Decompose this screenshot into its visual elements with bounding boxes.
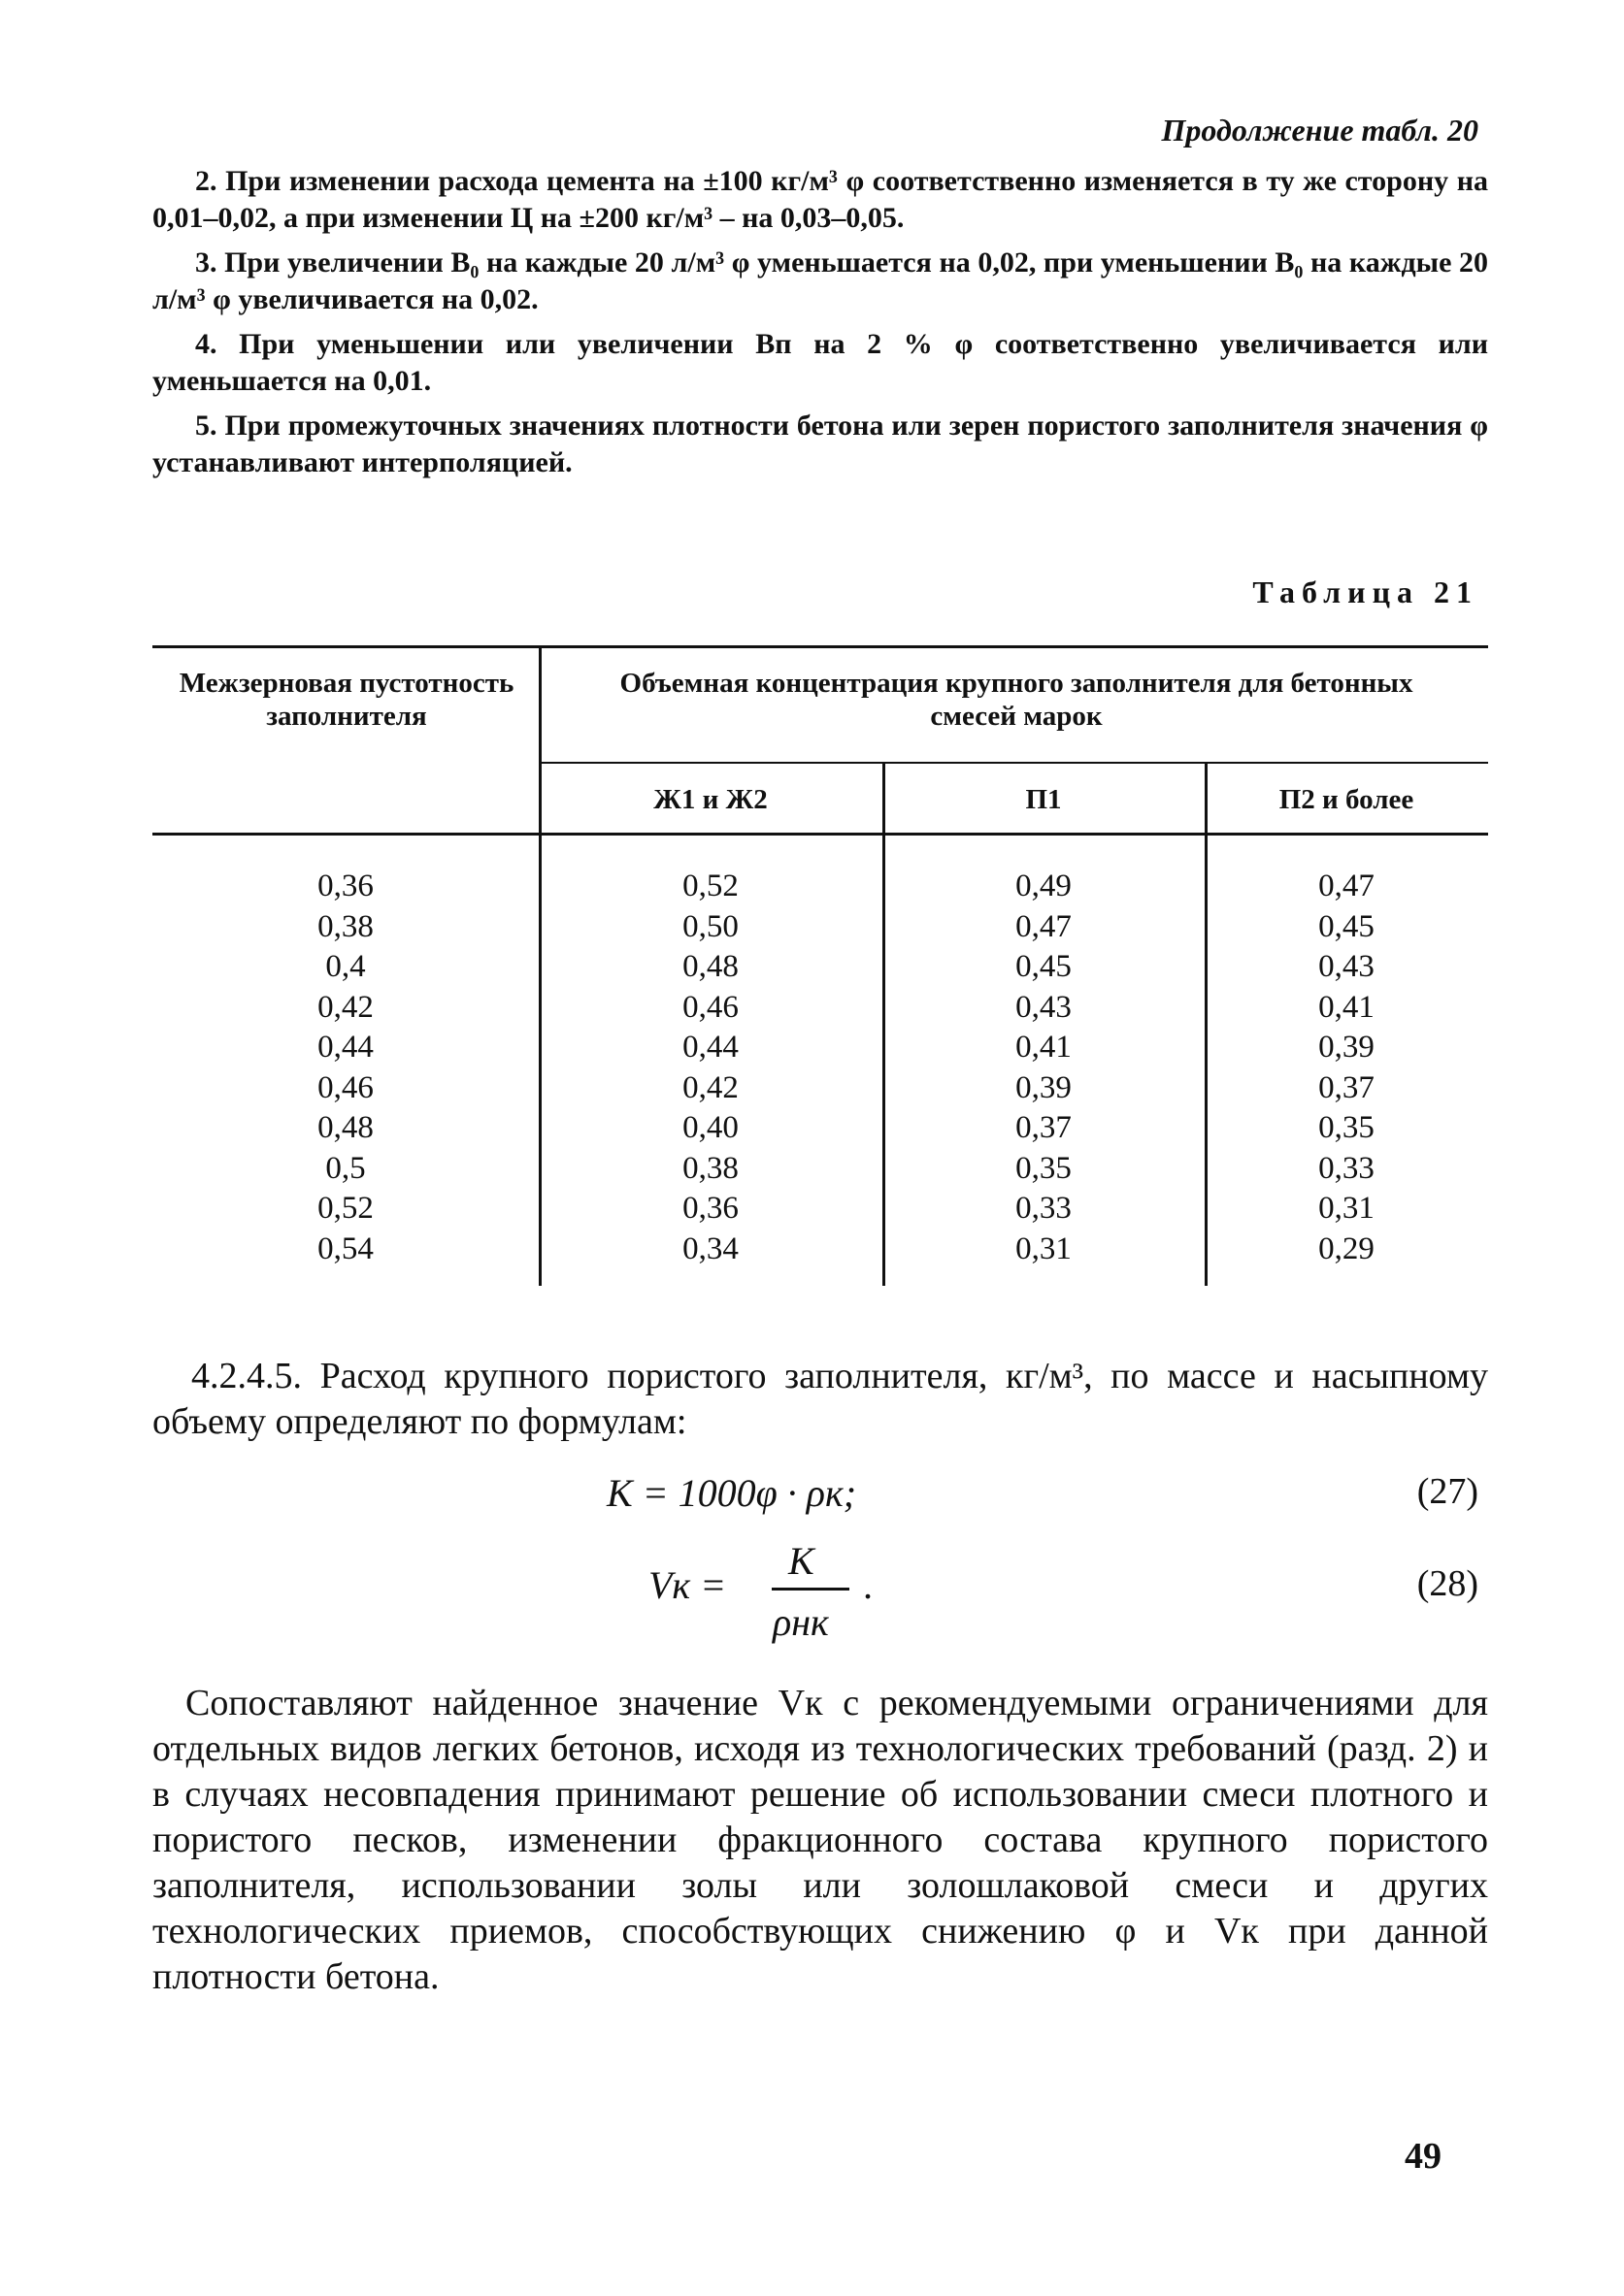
col-p2-values: 0,47 0,45 0,43 0,41 0,39 0,37 0,35 0,33 0,31 0,29 bbox=[1318, 869, 1375, 1266]
closing-text: Сопоставляют найденное значение Vк с рекомендуемыми ограничениями для отдельных видов легких бетонов, исходя из технологических требований (разд. 2) и в случаях несовпадения принимают решение об использовании смеси плотного и пористого песков, изменении фракционного состава крупного пористого заполнителя, использовании золы или золошлаковой смеси и других технологических приемов, способствующих снижению φ и Vк при данной плотности бетона. bbox=[152, 1683, 1488, 1997]
formula-28-lhs: Vк = bbox=[648, 1563, 727, 1607]
note-5: 5. При промежуточных значениях плотности бетона или зерен пористого заполнителя значения φ устанавливают интерполяцией. bbox=[152, 410, 1488, 478]
table-top-rule bbox=[152, 645, 1488, 648]
formula-28-number: (28) bbox=[1416, 1563, 1478, 1604]
subheader-p1: П1 bbox=[1025, 784, 1062, 815]
subheader-top-rule bbox=[539, 762, 1488, 764]
table-continuation-label: Продолжение табл. 20 bbox=[1161, 113, 1478, 148]
formula-27: K = 1000φ · ρк; bbox=[607, 1471, 857, 1515]
table-header-bottom-rule bbox=[152, 833, 1488, 836]
header-void-content: Межзерновая пустотность заполнителя bbox=[179, 668, 514, 732]
formula-28-numerator: K bbox=[788, 1539, 814, 1583]
table-21 bbox=[152, 645, 1488, 1286]
subheader-p2-plus: П2 и более bbox=[1278, 784, 1414, 815]
table-notes bbox=[152, 163, 1488, 489]
subheader-zh1-zh2: Ж1 и Ж2 bbox=[653, 784, 768, 815]
page-number: 49 bbox=[1405, 2136, 1442, 2177]
formula-28-fraction-bar bbox=[772, 1588, 849, 1591]
formula-28-tail: . bbox=[864, 1563, 874, 1607]
note-3: 3. При увеличении В₀ на каждые 20 л/м³ φ уменьшается на 0,02, при уменьшении В₀ на каждые 20 л/м³ φ увеличивается на 0,02. bbox=[152, 246, 1488, 315]
note-4: 4. При уменьшении или увеличении Вп на 2 % φ соответственно увеличивается или уменьшается на 0,01. bbox=[152, 328, 1488, 397]
header-volume-concentration: Объемная концентрация крупного заполнителя для бетонных смесей марок bbox=[619, 668, 1413, 732]
section-4-2-4-5 bbox=[152, 1354, 1488, 1445]
col-zh1-zh2-values: 0,52 0,50 0,48 0,46 0,44 0,42 0,40 0,38 0,36 0,34 bbox=[682, 869, 739, 1266]
table-caption: Таблица 21 bbox=[1252, 574, 1478, 609]
col-p1-values: 0,49 0,47 0,45 0,43 0,41 0,39 0,37 0,35 0,33 0,31 bbox=[1015, 869, 1072, 1266]
section-text: 4.2.4.5. Расход крупного пористого заполнителя, кг/м³, по массе и насыпному объему определяют по формулам: bbox=[152, 1356, 1488, 1442]
note-2: 2. При изменении расхода цемента на ±100 кг/м³ φ соответственно изменяется в ту же сторону на 0,01–0,02, а при изменении Ц на ±200 кг/м³ – на 0,03–0,05. bbox=[152, 165, 1488, 234]
formula-28-denominator: ρнк bbox=[773, 1600, 829, 1644]
closing-paragraph bbox=[152, 1681, 1488, 2000]
formula-27-number: (27) bbox=[1416, 1471, 1478, 1512]
col-void-values: 0,36 0,38 0,4 0,42 0,44 0,46 0,48 0,5 0,52 0,54 bbox=[317, 869, 374, 1266]
